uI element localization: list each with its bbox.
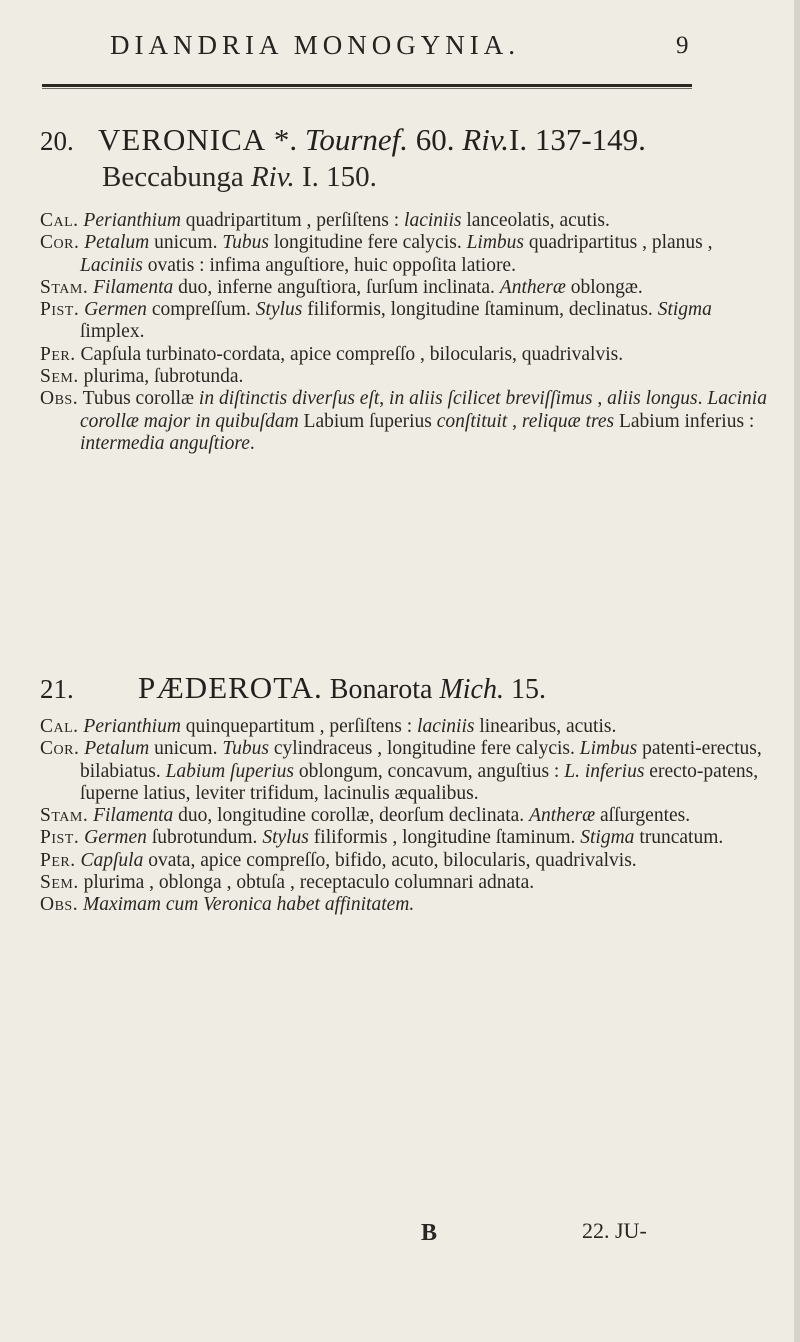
description-paragraph (40, 894, 776, 916)
part-text: plurima, ſubrotunda. (78, 366, 244, 388)
entry-20-synonym (102, 160, 377, 194)
catchword: 22. JU- (582, 1218, 647, 1243)
genus-name: VERONICA (98, 122, 267, 157)
part-text: Perianthium quadripartitum , perſiſtens : laciniis lanceolatis, acutis. (83, 210, 610, 231)
running-head: DIANDRIA MONOGYNIA. (110, 30, 520, 60)
reference-page: 60. (408, 122, 463, 157)
description-paragraph (40, 850, 776, 872)
part-label: Per. (40, 343, 76, 365)
reference-page: I. 137-149. (509, 122, 646, 157)
part-label: Stam. (40, 276, 89, 298)
description-paragraph (40, 232, 776, 277)
part-text: Maximam cum Veronica habet affinitatem. (82, 894, 415, 916)
synonym-name: Bonarota (322, 674, 440, 705)
genus-name: PÆDEROTA. (138, 670, 323, 705)
part-text: Filamenta duo, inferne anguſtiora, ſurſum inclinata. Antheræ oblongæ. (93, 276, 643, 298)
genus-star: *. (266, 122, 305, 157)
part-label: Sem. (40, 366, 79, 388)
page-number: 9 (676, 32, 689, 59)
header-rule-thin (42, 88, 692, 89)
description-paragraph (40, 827, 776, 849)
part-label: Pist. (40, 299, 80, 321)
part-text: Tubus corollæ in diſtinctis diverſus eſt, in aliis ſcilicet breviſſimus , aliis longus. Lacinia corollæ major in quibuſdam Labium ſuperius conſtituit , reliquæ tres Labium inferius : intermedia anguſtiore. (78, 388, 767, 454)
part-label: Obs. (40, 388, 79, 410)
part-text: Germen compreſſum. Stylus filiformis, longitudine ſtaminum, declinatus. Stigma ſimplex. (80, 299, 712, 343)
description-paragraph (40, 716, 776, 738)
synonym-reference: Riv. (250, 161, 295, 193)
entry-21-description (40, 716, 776, 917)
part-text: plurima , oblonga , obtuſa , receptaculo columnari adnata. (78, 872, 535, 894)
description-paragraph (40, 388, 776, 455)
part-label: Cal. (40, 210, 79, 231)
part-text: Filamenta duo, longitudine corollæ, deorſum declinata. Antheræ aſſurgentes. (93, 805, 691, 827)
part-label: Cor. (40, 232, 80, 254)
part-label: Obs. (40, 894, 79, 916)
part-text: Petalum unicum. Tubus longitudine fere calycis. Limbus quadripartitus , planus , Laciniis ovatis : infima anguſtiore, huic oppoſita latiore. (80, 232, 713, 276)
description-paragraph (40, 805, 776, 827)
synonym-page: I. 150. (294, 161, 377, 193)
description-paragraph (40, 210, 776, 232)
part-label: Cal. (40, 716, 79, 737)
part-label: Pist. (40, 827, 80, 849)
reference-author: Tournef. (304, 122, 409, 157)
part-label: Sem. (40, 872, 79, 894)
entry-number: 21. (40, 674, 74, 704)
description-paragraph (40, 738, 776, 805)
part-label: Per. (40, 849, 76, 871)
entry-20-description (40, 210, 776, 455)
reference-author: Riv. (462, 122, 510, 157)
part-text: Germen ſubrotundum. Stylus filiformis , longitudine ſtaminum. Stigma truncatum. (84, 827, 724, 849)
description-paragraph (40, 872, 776, 894)
part-text: Perianthium quinquepartitum , perſiſtens : laciniis linearibus, acutis. (83, 716, 617, 737)
page-edge (794, 0, 800, 1342)
entry-number: 20. (40, 126, 74, 156)
part-text: Petalum unicum. Tubus cylindraceus , longitudine fere calycis. Limbus patenti-erectus, bilabiatus. Labium ſuperius oblongum, concavum, anguſtius : L. inferius erecto-patens, ſuperne latius, leviter trifidum, lacinulis æqualibus. (80, 738, 762, 804)
reference-author: Mich. (439, 674, 504, 705)
part-label: Stam. (40, 805, 89, 827)
description-paragraph (40, 277, 776, 299)
reference-page: 15. (503, 674, 546, 705)
part-text: Capſula turbinato-cordata, apice compreſſo , bilocularis, quadrivalvis. (75, 343, 624, 365)
description-paragraph (40, 299, 776, 344)
signature-mark: B (421, 1220, 438, 1246)
synonym-name: Beccabunga (102, 161, 251, 193)
entry-20-heading (40, 122, 646, 159)
description-paragraph (40, 366, 776, 388)
description-paragraph (40, 344, 776, 366)
part-text: Capſula ovata, apice compreſſo, bifido, acuto, bilocularis, quadrivalvis. (80, 849, 637, 871)
part-label: Cor. (40, 738, 80, 760)
entry-21-heading (40, 670, 546, 708)
header-rule (42, 84, 692, 87)
